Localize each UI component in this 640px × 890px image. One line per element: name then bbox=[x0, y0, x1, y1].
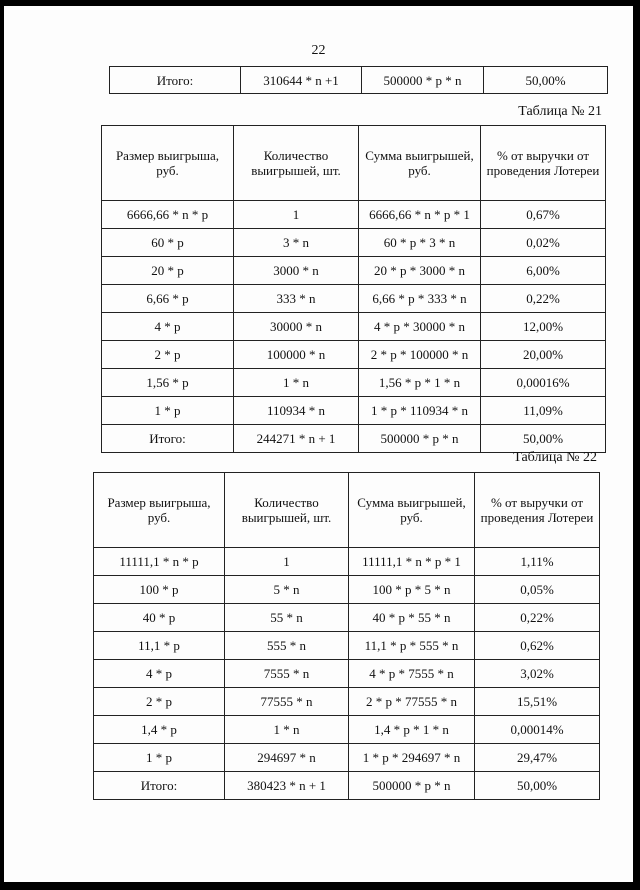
table-cell: 1 bbox=[225, 548, 349, 576]
table-cell: 310644 * n +1 bbox=[241, 67, 362, 94]
table-cell: 12,00% bbox=[481, 313, 606, 341]
column-header: Размер выигрыша, руб. bbox=[102, 126, 234, 201]
column-header: % от выручки от проведения Лотереи bbox=[475, 473, 600, 548]
column-header: Размер выигрыша, руб. bbox=[94, 473, 225, 548]
table-cell: 11,1 * p * 555 * n bbox=[349, 632, 475, 660]
table-cell: 1 * n bbox=[234, 369, 359, 397]
table-cell: 0,22% bbox=[481, 285, 606, 313]
page-number: 22 bbox=[311, 43, 326, 58]
table-cell: 1,4 * p bbox=[94, 716, 225, 744]
table-cell: 500000 * p * n bbox=[359, 425, 481, 453]
table-cell: 11111,1 * n * p bbox=[94, 548, 225, 576]
table-cell: 1 * p * 110934 * n bbox=[359, 397, 481, 425]
table-header-row bbox=[102, 126, 606, 201]
table-cell: 1 bbox=[234, 201, 359, 229]
table-row bbox=[94, 632, 600, 660]
table-row bbox=[94, 744, 600, 772]
table-row bbox=[102, 425, 606, 453]
table-cell: 100 * p bbox=[94, 576, 225, 604]
table-cell: 1 * p bbox=[94, 744, 225, 772]
table-cell: 60 * p bbox=[102, 229, 234, 257]
table-cell: 380423 * n + 1 bbox=[225, 772, 349, 800]
table-22-caption: Таблица № 22 bbox=[513, 450, 597, 465]
table-cell: 6,66 * p * 333 * n bbox=[359, 285, 481, 313]
table-22 bbox=[93, 472, 600, 800]
table-cell: 50,00% bbox=[481, 425, 606, 453]
table-cell: 3,02% bbox=[475, 660, 600, 688]
table-cell: 0,22% bbox=[475, 604, 600, 632]
table-row bbox=[94, 576, 600, 604]
table-cell: 1 * p * 294697 * n bbox=[349, 744, 475, 772]
table-cell: 2 * p * 100000 * n bbox=[359, 341, 481, 369]
table-row bbox=[94, 660, 600, 688]
table-row bbox=[102, 257, 606, 285]
table-cell: 0,05% bbox=[475, 576, 600, 604]
table-cell: 0,62% bbox=[475, 632, 600, 660]
table-21 bbox=[101, 125, 606, 453]
table-20-total bbox=[109, 66, 608, 94]
table-cell: 50,00% bbox=[475, 772, 600, 800]
table-cell: 55 * n bbox=[225, 604, 349, 632]
table-row bbox=[94, 772, 600, 800]
table-row bbox=[102, 201, 606, 229]
table-cell: 11,1 * p bbox=[94, 632, 225, 660]
table-cell: 0,00016% bbox=[481, 369, 606, 397]
table-cell: 1 * p bbox=[102, 397, 234, 425]
table-row bbox=[102, 341, 606, 369]
table-cell: 20 * p bbox=[102, 257, 234, 285]
table-row bbox=[94, 716, 600, 744]
table-cell: 500000 * p * n bbox=[349, 772, 475, 800]
table-cell: 50,00% bbox=[484, 67, 608, 94]
table-cell: 30000 * n bbox=[234, 313, 359, 341]
table-row bbox=[102, 369, 606, 397]
table-cell: 6666,66 * n * p bbox=[102, 201, 234, 229]
table-cell: 6,00% bbox=[481, 257, 606, 285]
table-cell: 6,66 * p bbox=[102, 285, 234, 313]
table-cell: 40 * p bbox=[94, 604, 225, 632]
column-header: Сумма выигрышей, руб. bbox=[349, 473, 475, 548]
column-header: % от выручки от проведения Лотереи bbox=[481, 126, 606, 201]
table-row bbox=[94, 604, 600, 632]
table-cell: 0,00014% bbox=[475, 716, 600, 744]
table-cell: Итого: bbox=[94, 772, 225, 800]
table-cell: 77555 * n bbox=[225, 688, 349, 716]
column-header: Количество выигрышей, шт. bbox=[234, 126, 359, 201]
table-cell: 40 * p * 55 * n bbox=[349, 604, 475, 632]
table-header-row bbox=[94, 473, 600, 548]
table-cell: 4 * p bbox=[94, 660, 225, 688]
table-row bbox=[94, 548, 600, 576]
table-row bbox=[102, 285, 606, 313]
table-cell: 15,51% bbox=[475, 688, 600, 716]
table-cell: 1,11% bbox=[475, 548, 600, 576]
table-cell: 0,67% bbox=[481, 201, 606, 229]
table-cell: 2 * p bbox=[94, 688, 225, 716]
table-cell: Итого: bbox=[110, 67, 241, 94]
table-cell: 7555 * n bbox=[225, 660, 349, 688]
table-cell: 1,56 * p bbox=[102, 369, 234, 397]
table-cell: 555 * n bbox=[225, 632, 349, 660]
table-cell: 2 * p bbox=[102, 341, 234, 369]
column-header: Сумма выигрышей, руб. bbox=[359, 126, 481, 201]
table-row bbox=[94, 688, 600, 716]
table-cell: 4 * p bbox=[102, 313, 234, 341]
table-cell: 1 * n bbox=[225, 716, 349, 744]
table-cell: 6666,66 * n * p * 1 bbox=[359, 201, 481, 229]
table-cell: 500000 * p * n bbox=[362, 67, 484, 94]
table-cell: 3000 * n bbox=[234, 257, 359, 285]
table-cell: 294697 * n bbox=[225, 744, 349, 772]
table-cell: 11,09% bbox=[481, 397, 606, 425]
table-cell: 1,4 * p * 1 * n bbox=[349, 716, 475, 744]
table-cell: 3 * n bbox=[234, 229, 359, 257]
table-row bbox=[102, 229, 606, 257]
table-cell: 100 * p * 5 * n bbox=[349, 576, 475, 604]
table-cell: 0,02% bbox=[481, 229, 606, 257]
table-cell: 29,47% bbox=[475, 744, 600, 772]
column-header: Количество выигрышей, шт. bbox=[225, 473, 349, 548]
table-cell: 5 * n bbox=[225, 576, 349, 604]
table-row bbox=[102, 397, 606, 425]
table-21-caption: Таблица № 21 bbox=[518, 104, 602, 119]
table-row bbox=[110, 67, 608, 94]
table-cell: 20 * p * 3000 * n bbox=[359, 257, 481, 285]
table-cell: 2 * p * 77555 * n bbox=[349, 688, 475, 716]
table-cell: 20,00% bbox=[481, 341, 606, 369]
table-cell: 4 * p * 7555 * n bbox=[349, 660, 475, 688]
table-cell: 244271 * n + 1 bbox=[234, 425, 359, 453]
table-cell: 11111,1 * n * p * 1 bbox=[349, 548, 475, 576]
table-cell: 1,56 * p * 1 * n bbox=[359, 369, 481, 397]
table-cell: 60 * p * 3 * n bbox=[359, 229, 481, 257]
table-cell: Итого: bbox=[102, 425, 234, 453]
table-cell: 333 * n bbox=[234, 285, 359, 313]
table-cell: 110934 * n bbox=[234, 397, 359, 425]
table-cell: 100000 * n bbox=[234, 341, 359, 369]
document-page bbox=[4, 6, 633, 882]
table-cell: 4 * p * 30000 * n bbox=[359, 313, 481, 341]
table-row bbox=[102, 313, 606, 341]
